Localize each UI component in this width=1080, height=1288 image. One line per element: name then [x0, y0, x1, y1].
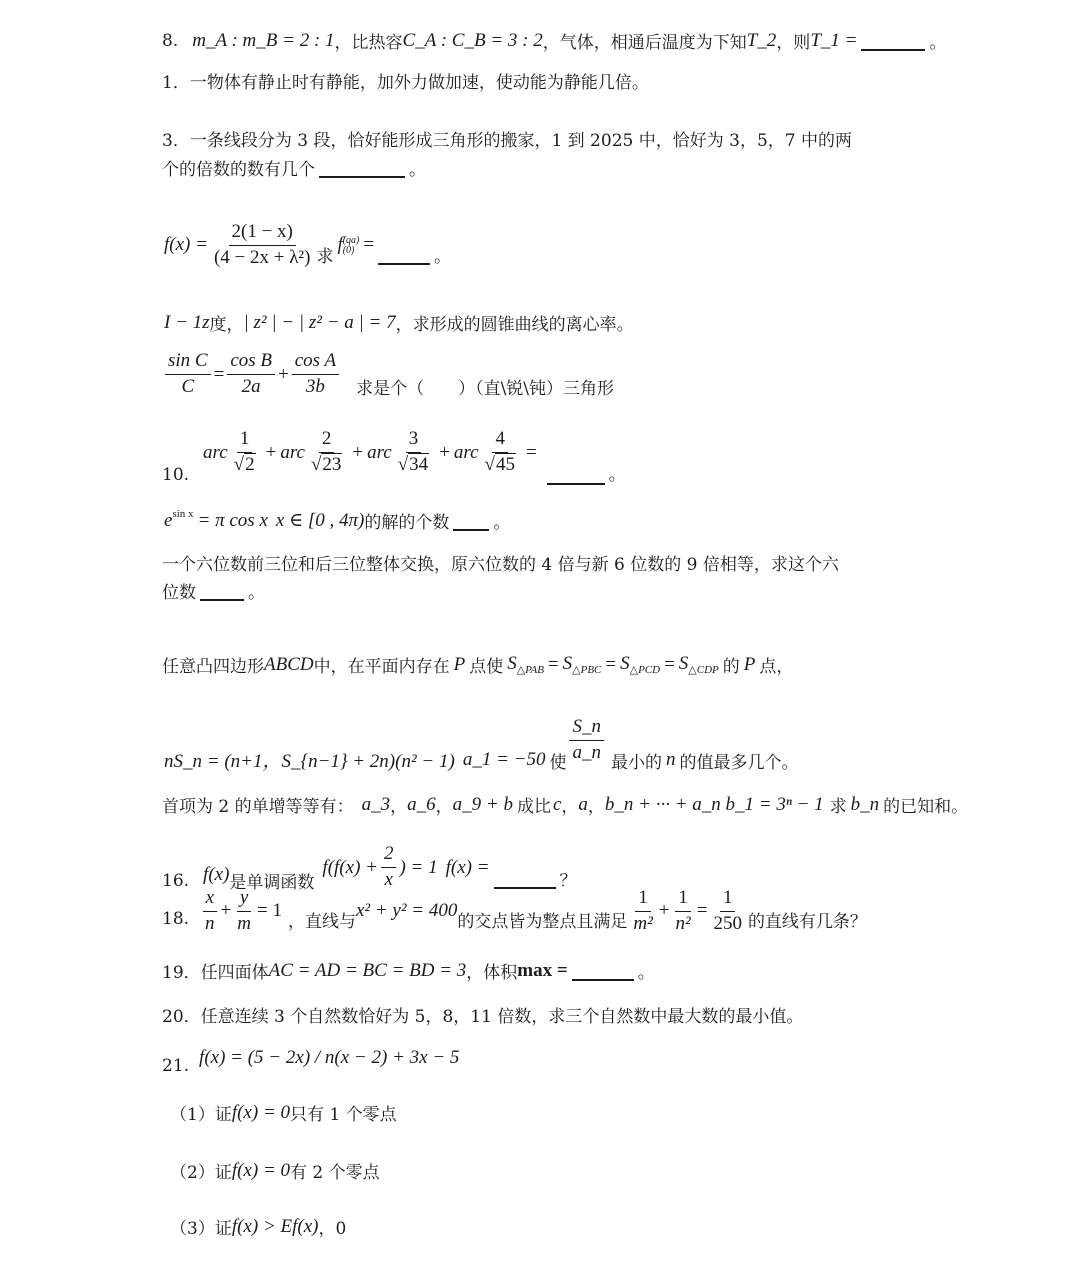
- q8-t1: T_1 =: [810, 29, 858, 51]
- qgeo-comma2: ，: [435, 797, 453, 817]
- qf-fq-sup: (qa): [342, 235, 360, 247]
- q18-g1-den: m²: [633, 912, 653, 934]
- qseq-n: n: [665, 748, 676, 770]
- qtri-eq: =: [213, 363, 225, 385]
- q18-t1: ，直线与: [287, 911, 356, 932]
- qtri-frac1: [165, 351, 211, 398]
- q10-term-num: 3: [406, 429, 422, 453]
- question-exp: [164, 508, 510, 533]
- q18-circle: x² + y² = 400: [355, 900, 458, 922]
- q10-number: 10.: [162, 464, 190, 485]
- qe-text: 的解的个数: [364, 513, 450, 533]
- qz-du: 度，: [209, 315, 244, 335]
- qf-end: 。: [434, 246, 452, 267]
- question-21: [162, 1040, 459, 1076]
- qz-text: ，求形成的圆锥曲线的离心率。: [395, 315, 634, 335]
- qz-lead: I − 1z: [164, 311, 210, 333]
- qseq-a1: a_1 = −50: [462, 748, 546, 770]
- qf-fx: f(x) =: [164, 234, 208, 256]
- question-geometric: [162, 792, 968, 817]
- qgeo-comma1: ，: [390, 797, 408, 817]
- qtri-f3-num: cos A: [292, 351, 339, 375]
- q10-term-den: [395, 453, 432, 476]
- q21-part3-text: ，0: [318, 1219, 347, 1239]
- qgeo-a9b: a_9 + b: [452, 793, 513, 815]
- q8-text2: ，则: [776, 33, 811, 53]
- q16-frac-den: x: [384, 869, 393, 890]
- qtri-f1-num: sin C: [165, 351, 211, 375]
- qf-fraction: [211, 222, 314, 269]
- qquad-t1: 任意凸四边形: [162, 657, 264, 677]
- qgeo-t3: 的已知和。: [883, 797, 969, 817]
- q10-term-fraction: [231, 429, 259, 476]
- qz-cond: | z² | − | z² − a | = 7: [243, 311, 396, 333]
- qquad-t3: 点使: [469, 657, 504, 677]
- q16-eq-rhs: ) = 1: [399, 856, 438, 878]
- question-1: [162, 68, 649, 93]
- qquad-s2-base: S: [562, 653, 573, 674]
- qtri-f2-num: cos B: [227, 351, 275, 375]
- qf-answer-blank[interactable]: [378, 245, 430, 265]
- q18-g3-num: 1: [720, 888, 736, 912]
- qquad-s4-sub: △CDP: [688, 664, 719, 676]
- q3-line1: 3．一条线段分为 3 段，恰好能形成三角形的搬家，1 到 2025 中，恰好为 3，5，7 中的两: [162, 131, 852, 151]
- q10-arc: arc: [280, 441, 305, 463]
- q21-part1-text: 只有 1 个零点: [290, 1105, 397, 1125]
- q18-t3: 的直线有几条？: [747, 911, 867, 932]
- q16-end: ？: [559, 871, 577, 891]
- qe-end: 。: [493, 513, 511, 533]
- qquad-s1: [507, 653, 544, 676]
- q19-max: max =: [517, 959, 568, 981]
- q18-f1-den: n: [205, 912, 215, 934]
- q16-answer-blank[interactable]: [494, 869, 556, 889]
- q3-end: 。: [409, 160, 426, 180]
- qseq-frac: [569, 717, 604, 764]
- qquad-p: P: [453, 653, 466, 675]
- q18-eq2: =: [696, 900, 708, 922]
- q19-text: 19．任四面体: [162, 963, 269, 983]
- qf-fq-base: f: [337, 234, 343, 256]
- qsix-answer-blank[interactable]: [200, 581, 244, 601]
- question-triangle: [162, 350, 614, 399]
- q8-number: 8.: [162, 30, 179, 51]
- q10-plus: +: [265, 441, 277, 463]
- qseq-frac-num: S_n: [569, 717, 604, 741]
- question-8: [162, 28, 946, 53]
- q10-term-radicand: 23: [322, 454, 342, 475]
- qgeo-t2: 成比: [516, 797, 551, 817]
- qquad-s3-base: S: [620, 653, 630, 674]
- q10-term-den: [231, 453, 259, 476]
- qtri-f1-den: C: [181, 376, 195, 397]
- q16-text: 是单调函数: [229, 873, 315, 893]
- qgeo-c: c: [552, 793, 562, 815]
- q10-arc: arc: [453, 441, 479, 463]
- qgeo-comma3: ，: [561, 797, 579, 817]
- qe-exp: sin x: [172, 508, 194, 520]
- q10-end: 。: [608, 465, 626, 485]
- q10-term-radicand: 2: [245, 454, 255, 475]
- q21-part3-label: （3）证: [170, 1219, 232, 1239]
- qquad-s2: [563, 653, 602, 676]
- qquad-s4-base: S: [678, 653, 689, 674]
- qf-eq: =: [363, 234, 375, 256]
- question-10: [162, 420, 626, 485]
- q19-answer-blank[interactable]: [572, 961, 634, 981]
- q10-plus: +: [439, 441, 450, 463]
- q18-g1-num: 1: [635, 888, 651, 912]
- qe-domain: x ∈ [0 , 4π): [275, 510, 365, 531]
- qf-den: (4 − 2x + λ²): [213, 246, 311, 268]
- qf-fq-sub: (0): [342, 245, 355, 257]
- q10-term-num: 4: [492, 429, 508, 453]
- qf-num: 2(1 − x): [229, 222, 296, 246]
- q18-t2: 的交点皆为整点且满足: [457, 911, 628, 932]
- q21-part2-text: 有 2 个零点: [290, 1163, 380, 1183]
- question-19: [162, 958, 655, 983]
- q16-frac-num: 2: [381, 844, 397, 868]
- q18-g2-num: 1: [675, 888, 691, 912]
- q10-arc: arc: [203, 441, 228, 463]
- qquad-p2: P: [743, 653, 756, 675]
- qquad-eq2: =: [605, 653, 617, 675]
- q18-plus1: +: [220, 900, 232, 922]
- q18-g3-den: 250: [713, 912, 742, 934]
- qtri-text: 求是个（ ）（直\锐\钝）三角形: [356, 379, 615, 399]
- qtri-f3-den: 3b: [305, 376, 325, 397]
- q10-term-fraction: [395, 429, 432, 476]
- sqrt-icon: √: [397, 454, 409, 475]
- q21-part1-expr: f(x) = 0: [231, 1101, 291, 1123]
- q8-mass-ratio: m_A : m_B = 2 : 1: [192, 29, 335, 51]
- q21-number: 21.: [162, 1056, 190, 1076]
- qtri-plus: +: [278, 363, 289, 385]
- qquad-eq1: =: [547, 653, 559, 675]
- q10-plus: +: [352, 441, 364, 463]
- question-20: [162, 1002, 803, 1027]
- qquad-s1-base: S: [507, 653, 517, 674]
- qtri-frac3: [292, 351, 339, 398]
- qgeo-comma4: ，: [587, 797, 605, 817]
- q20-text: 20．任意连续 3 个自然数恰好为 5，8，11 倍数，求三个自然数中最大数的最小值。: [162, 1007, 804, 1027]
- question-fx: [164, 222, 451, 269]
- q8-answer-blank[interactable]: [861, 31, 925, 51]
- q10-terms: [203, 429, 522, 476]
- q10-term-den: [482, 453, 519, 476]
- q10-term-den: [308, 453, 345, 476]
- qtri-frac2: [227, 351, 275, 398]
- q18-eq1: = 1: [257, 900, 282, 922]
- qtri-f2-den: 2a: [241, 376, 261, 397]
- qe-rhs: = π cos x: [197, 509, 268, 531]
- question-z: [164, 310, 634, 335]
- q8-heat-ratio: C_A : C_B = 3 : 2: [402, 29, 543, 51]
- q10-term-radicand: 34: [409, 454, 429, 475]
- q18-f2-num: y: [237, 888, 251, 912]
- q16-frac: [381, 844, 397, 891]
- qgeo-a6: a_6: [407, 793, 436, 815]
- qquad-s1-sub: △PAB: [516, 664, 544, 676]
- q19-end: 。: [637, 963, 655, 983]
- q18-number: 18.: [162, 909, 190, 930]
- qquad-s3: [620, 653, 660, 676]
- q3-line2: 个的倍数的数有几个: [162, 160, 315, 180]
- q21-part2-label: （2）证: [170, 1163, 232, 1183]
- q8-end: 。: [929, 33, 947, 53]
- q18-frac-x: [202, 888, 218, 935]
- q21-func: f(x) = (5 − 2x) / n(x − 2) + 3x − 5: [199, 1047, 460, 1068]
- q19-t2: ，体积: [466, 963, 518, 983]
- q18-f2-den: m: [237, 912, 251, 934]
- qseq-shi: 使: [549, 753, 567, 773]
- qquad-abcd: ABCD: [264, 653, 314, 675]
- q21-part-1: [170, 1100, 397, 1125]
- question-six-digit-line1: [162, 550, 839, 575]
- qquad-t2: 中，在平面内存在: [313, 657, 450, 677]
- q18-f1-num: x: [203, 888, 217, 912]
- qquad-s2-sub: △PBC: [572, 664, 602, 676]
- q18-g2-den: n²: [675, 912, 691, 934]
- qsix-line1: 一个六位数前三位和后三位整体交换，原六位数的 4 倍与新 6 位数的 9 倍相等，求这个六: [162, 555, 839, 575]
- q1-text: 1．一物体有静止时有静能，加外力做加速，使动能为静能几倍。: [162, 73, 649, 93]
- q18-frac-y: [234, 888, 254, 935]
- q10-arc: arc: [367, 441, 392, 463]
- q10-term-num: 2: [319, 429, 335, 453]
- qseq-text2: 的值最多几个。: [679, 753, 799, 773]
- q21-part-2: [170, 1158, 380, 1183]
- qseq-text: 最小的: [610, 753, 662, 773]
- q10-term-fraction: [308, 429, 345, 476]
- qseq-frac-den: a_n: [572, 742, 601, 763]
- qf-fq: [337, 234, 359, 256]
- question-sequence: [164, 706, 798, 773]
- q10-eq: =: [525, 441, 537, 463]
- question-quadrilateral: [162, 652, 793, 677]
- question-18: [162, 888, 867, 935]
- qgeo-bn: b_n: [850, 793, 880, 815]
- q10-term-fraction: [482, 429, 519, 476]
- sqrt-icon: √: [233, 454, 245, 475]
- q18-frac-m: [630, 888, 655, 935]
- q8-heat-label: ，比热容: [334, 33, 403, 53]
- qgeo-ask: 求: [829, 797, 847, 817]
- q16-eq-lhs: f(f(x) +: [322, 856, 378, 878]
- q18-frac-250: [710, 888, 745, 935]
- qsix-end: 。: [248, 583, 265, 603]
- qquad-eq3: =: [664, 653, 675, 675]
- q10-term-radicand: 45: [495, 454, 515, 475]
- q16-fx: f(x): [203, 863, 230, 885]
- q16-fx2: f(x) =: [445, 856, 490, 878]
- question-16: [162, 842, 577, 893]
- qsix-line2: 位数: [162, 583, 196, 603]
- qe-base: e: [164, 509, 173, 531]
- qseq-expr: nS_n = (n+1，S_{n−1} + 2n)(n² − 1): [164, 751, 455, 772]
- q18-plus2: +: [658, 900, 670, 922]
- q21-part-3: [170, 1214, 346, 1239]
- qquad-t5: 点，: [759, 657, 794, 677]
- q19-cond: AC = AD = BC = BD = 3: [268, 959, 467, 981]
- sqrt-icon: √: [484, 454, 495, 475]
- q8-text1: ，气体，相通后温度为下知: [542, 33, 747, 53]
- qf-ask: 求: [316, 246, 334, 267]
- q10-answer-blank[interactable]: [547, 465, 605, 485]
- qgeo-sum: b_n + ··· + a_n b_1 = 3ⁿ − 1: [604, 793, 824, 815]
- q16-number: 16.: [162, 870, 190, 891]
- q10-term-num: 1: [237, 429, 253, 453]
- q8-t2: T_2: [746, 29, 777, 51]
- qgeo-a3: a_3: [361, 793, 391, 815]
- q18-frac-n: [673, 888, 694, 935]
- sqrt-icon: √: [310, 454, 322, 475]
- q21-part2-expr: f(x) = 0: [231, 1159, 291, 1181]
- qquad-s4: [679, 653, 719, 676]
- qquad-t4: 的: [722, 657, 740, 677]
- question-3-line1: [162, 126, 852, 151]
- qe-answer-blank[interactable]: [453, 511, 489, 531]
- qgeo-a: a: [578, 793, 588, 815]
- q21-part1-label: （1）证: [170, 1105, 232, 1125]
- question-3-line2: [162, 155, 426, 180]
- qgeo-t1: 首项为 2 的单增等等有：: [162, 797, 354, 817]
- q3-answer-blank[interactable]: [319, 158, 405, 178]
- question-six-digit-line2: [162, 578, 265, 603]
- q21-part3-expr: f(x) > Ef(x): [231, 1215, 319, 1237]
- qquad-s3-sub: △PCD: [629, 664, 661, 676]
